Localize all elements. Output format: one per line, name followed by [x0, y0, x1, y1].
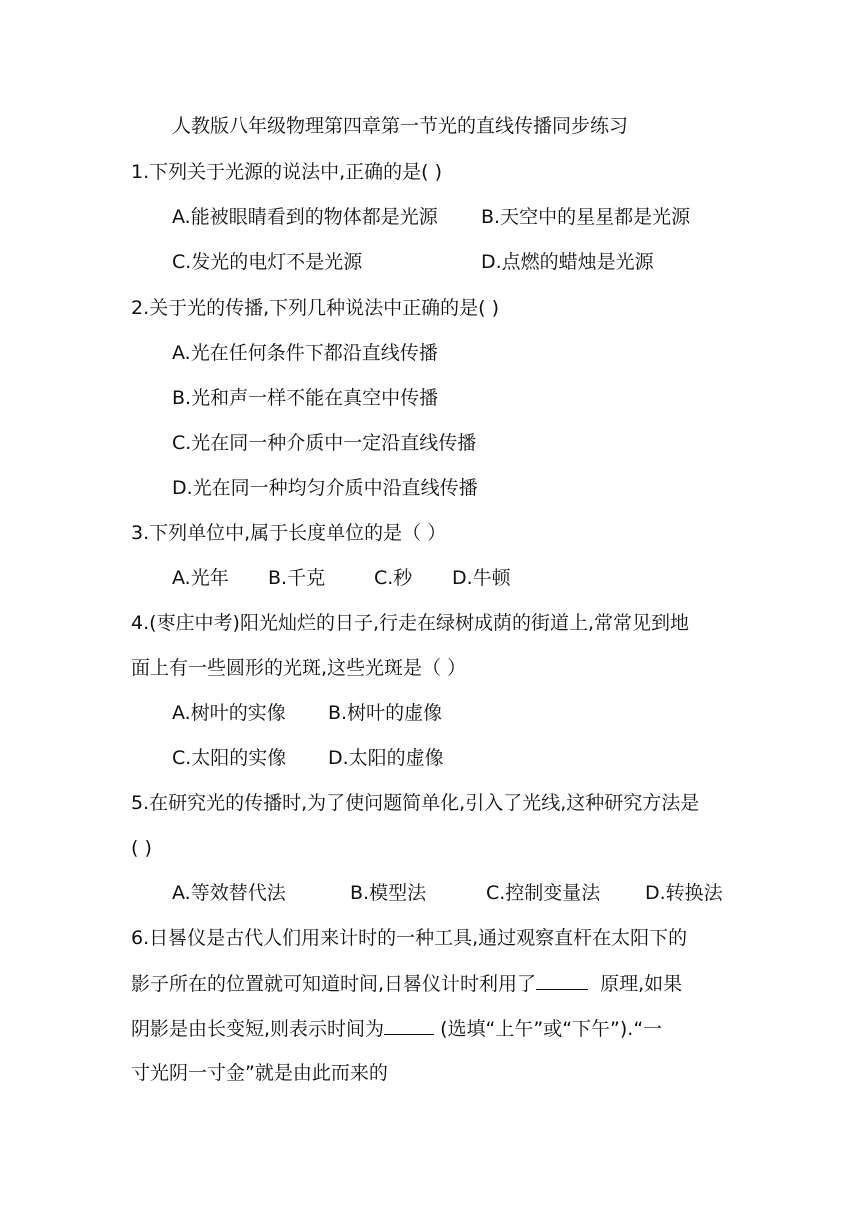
question-2-option-b: B.光和声一样不能在真空中传播 [172, 387, 439, 409]
question-5-option-a: A.等效替代法 [172, 882, 286, 904]
question-6-line-1: 6.日晷仪是古代人们用来计时的一种工具,通过观察直杆在太阳下的 [131, 927, 688, 949]
question-6-line-3-text-a: 阴影是由长变短,则表示时间为 [131, 1018, 385, 1040]
question-5-option-d: D.转换法 [645, 882, 723, 904]
question-5-stem-line-2: ( ) [131, 837, 152, 859]
question-1-option-d: D.点燃的蜡烛是光源 [481, 251, 654, 273]
question-3-option-a: A.光年 [172, 567, 229, 589]
question-3-stem: 3.下列单位中,属于长度单位的是（ ） [131, 522, 447, 544]
question-3-option-c: C.秒 [374, 567, 413, 589]
answer-blank-1[interactable] [536, 969, 588, 990]
question-4-option-d: D.太阳的虚像 [328, 747, 444, 769]
question-2-option-c: C.光在同一种介质中一定沿直线传播 [172, 432, 477, 454]
question-2-option-d: D.光在同一种均匀介质中沿直线传播 [172, 477, 478, 499]
answer-blank-2[interactable] [384, 1014, 434, 1035]
question-1-option-c: C.发光的电灯不是光源 [172, 251, 363, 273]
question-6-line-3-text-b: (选填“上午”或“下午”).“一 [440, 1018, 663, 1040]
question-4-stem-line-1: 4.(枣庄中考)阳光灿烂的日子,行走在绿树成荫的街道上,常常见到地 [131, 612, 690, 634]
question-6-line-2 [131, 969, 682, 998]
question-1-stem: 1.下列关于光源的说法中,正确的是( ) [131, 161, 443, 183]
question-5-stem-line-1: 5.在研究光的传播时,为了使问题简单化,引入了光线,这种研究方法是 [131, 792, 700, 814]
question-2-option-a: A.光在任何条件下都沿直线传播 [172, 342, 438, 364]
question-6-line-4: 寸光阴一寸金”就是由此而来的 [131, 1062, 388, 1084]
question-4-option-a: A.树叶的实像 [172, 702, 286, 724]
question-1-option-a: A.能被眼睛看到的物体都是光源 [172, 206, 438, 228]
question-6-line-3 [131, 1014, 662, 1043]
question-6-line-2-text-a: 影子所在的位置就可知道时间,日晷仪计时利用了 [131, 973, 537, 995]
question-1-option-b: B.天空中的星星都是光源 [481, 206, 691, 228]
page-title: 人教版八年级物理第四章第一节光的直线传播同步练习 [172, 115, 629, 137]
question-4-option-c: C.太阳的实像 [172, 747, 287, 769]
question-5-option-c: C.控制变量法 [486, 882, 601, 904]
question-4-stem-line-2: 面上有一些圆形的光斑,这些光斑是（ ） [131, 657, 467, 679]
question-5-option-b: B.模型法 [350, 882, 427, 904]
question-3-option-d: D.牛顿 [452, 567, 511, 589]
question-6-line-2-text-b: 原理,如果 [600, 973, 683, 995]
question-3-option-b: B.千克 [268, 567, 326, 589]
question-4-option-b: B.树叶的虚像 [328, 702, 443, 724]
question-2-stem: 2.关于光的传播,下列几种说法中正确的是( ) [131, 297, 500, 319]
